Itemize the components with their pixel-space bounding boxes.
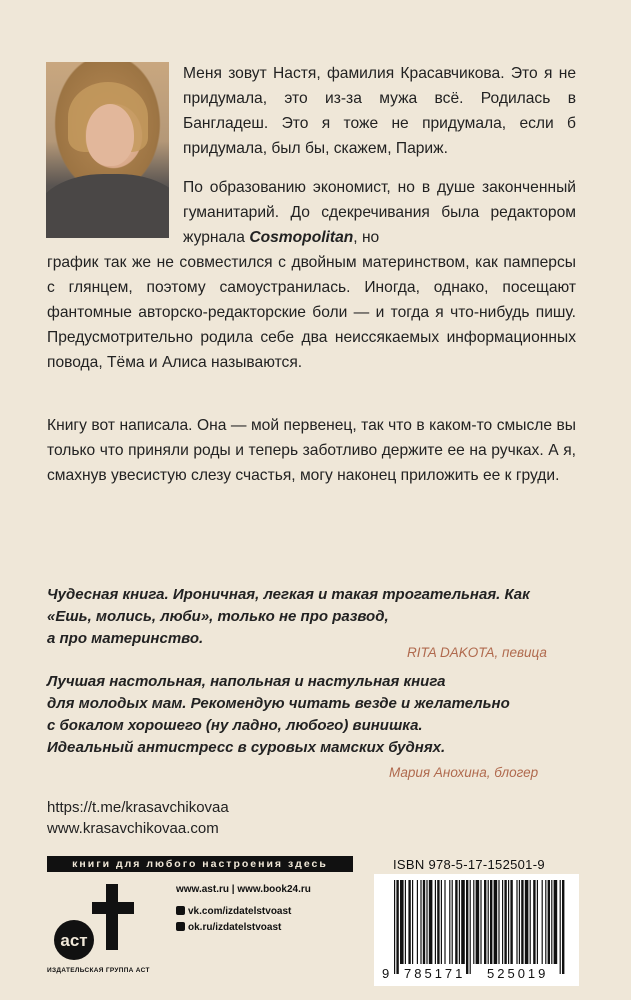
publisher-sites[interactable]: www.ast.ru | www.book24.ru	[176, 884, 311, 895]
review-author-1: RITA DAKOTA, певица	[407, 645, 547, 660]
bio-paragraph-2-wrap: По образованию экономист, но в душе законченный гуманитарий. До сдекречивания была редактором журнала Cosmopolitan, но	[183, 179, 576, 246]
social-ok[interactable]: ok.ru/izdatelstvoast	[176, 922, 281, 933]
barcode	[374, 874, 579, 986]
isbn-label: ISBN 978-5-17-152501-9	[393, 857, 545, 872]
barcode-digits-left: 785171	[404, 966, 466, 981]
barcode-digits-right: 525019	[487, 966, 549, 981]
bio-paragraph-3: Книгу вот написала. Она — мой первенец, так что в каком-то смысле вы только что приняли роды и теперь заботливо держите ее на ручках. А я, смахнув увесистую слезу счастья, могу наконец приложить ее к груди.	[47, 417, 576, 484]
logo-text: аст	[60, 931, 88, 950]
vk-icon	[176, 906, 185, 915]
magazine-name: Cosmopolitan	[249, 229, 354, 246]
barcode-digit-lead: 9	[382, 966, 390, 981]
bio-paragraph-2-rest: график так же не совместился с двойным материнством, как памперсы с глянцем, поэтому самоустранилась. Иногда, однако, посещают фантомные авторско-редакторские боли — и тогда я что-нибудь пишу. Предусмотрительно родила себе два неиссякаемых информационных повода, Тёма и Алиса называются.	[47, 254, 576, 371]
telegram-link[interactable]: https://t.me/krasavchikovaa	[47, 799, 229, 816]
review-quote-2: Лучшая настольная, напольная и настульная книга для молодых мам. Рекомендую читать везде и желательно с бокалом хорошего (ну ладно, любого) винишка. Идеальный антистресс в суровых мамских буднях.	[47, 673, 510, 756]
author-photo	[46, 62, 169, 238]
ok-icon	[176, 922, 185, 931]
review-quote-1: Чудесная книга. Ироничная, легкая и такая трогательная. Как «Ешь, молись, люби», только не про развод, а про материнство.	[47, 586, 530, 647]
publisher-group-name: ИЗДАТЕЛЬСКАЯ ГРУППА АСТ	[47, 967, 150, 974]
social-vk[interactable]: vk.com/izdatelstvoast	[176, 906, 291, 917]
publisher-slogan: книги для любого настроения здесь	[47, 856, 353, 872]
website-link[interactable]: www.krasavchikovaa.com	[47, 820, 219, 837]
review-author-2: Мария Анохина, блогер	[389, 765, 539, 780]
bio-paragraph-1: Меня зовут Настя, фамилия Красавчикова. Это я не придумала, это из-за мужа всё. Родилась в Бангладеш. Это я тоже не придумала, если б придумала, был бы, скажем, Париж.	[183, 65, 576, 157]
